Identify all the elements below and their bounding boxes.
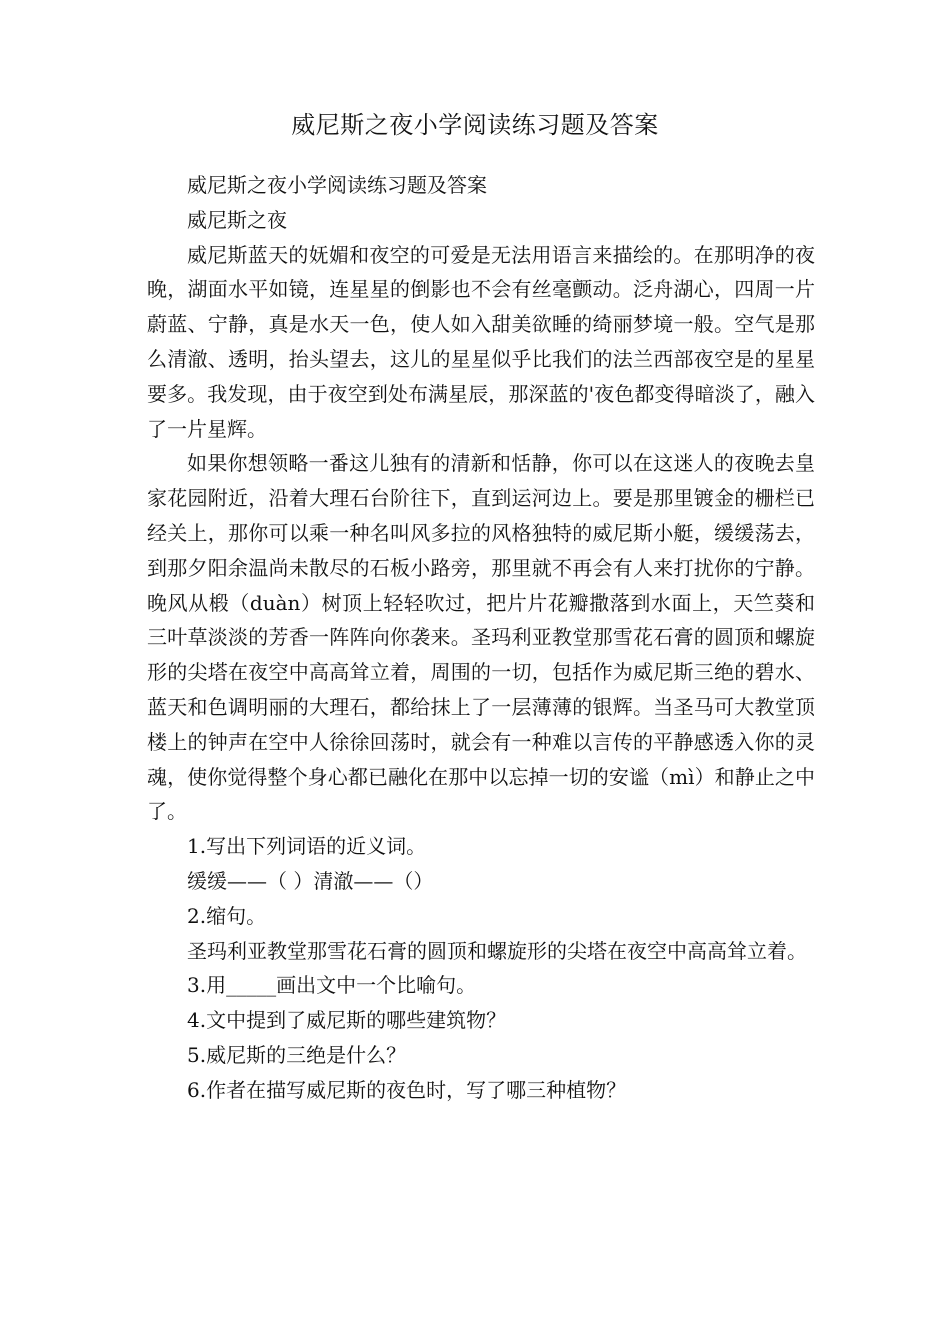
- document-body: [147, 168, 815, 1108]
- paragraph-1: 威尼斯蓝天的妩媚和夜空的可爱是无法用语言来描绘的。在那明净的夜晚，湖面水平如镜，连星星的倒影也不会有丝毫颤动。泛舟湖心，四周一片蔚蓝、宁静，真是水天一色，使人如入甜美欲睡的绮丽梦境一般。空气是那么清澈、透明，抬头望去，这儿的星星似乎比我们的法兰西部夜空是的星星要多。我发现，由于夜空到处布满星辰，那深蓝的'夜色都变得暗淡了，融入了一片星辉。: [147, 242, 815, 441]
- subtitle: 威尼斯之夜小学阅读练习题及答案: [187, 173, 487, 197]
- paragraph-2: 如果你想领略一番这儿独有的清新和恬静，你可以在这迷人的夜晚去皇家花园附近，沿着大理石台阶往下，直到运河边上。要是那里镀金的栅栏已经关上，那你可以乘一种名叫风多拉的风格独特的威尼斯小艇，缓缓荡去，到那夕阳余温尚未散尽的石板小路旁，那里就不再会有人来打扰你的宁静。晚风从椴（duàn）树顶上轻轻吹过，把片片花瓣撒落到水面上，天竺葵和三叶草淡淡的芳香一阵阵向你袭来。圣玛利亚教堂那雪花石膏的圆顶和螺旋形的尖塔在夜空中高高耸立着，周围的一切，包括作为威尼斯三绝的碧水、蓝天和色调明丽的大理石，都给抹上了一层薄薄的银辉。当圣马可大教堂顶楼上的钟声在空中人徐徐回荡时，就会有一种难以言传的平静感透入你的灵魂，使你觉得整个身心都已融化在那中以忘掉一切的安谧（mì）和静止之中了。: [147, 451, 815, 824]
- page-title: 威尼斯之夜小学阅读练习题及答案: [291, 111, 659, 139]
- question-2: 2.缩句。: [187, 903, 267, 928]
- question-5: 5.威尼斯的三绝是什么？: [187, 1042, 407, 1067]
- question-1-blanks: 缓缓——（ ）清澈——（）: [187, 868, 434, 893]
- question-6: 6.作者在描写威尼斯的夜色时，写了哪三种植物？: [187, 1077, 627, 1102]
- question-3: 3.用_____画出文中一个比喻句。: [187, 973, 477, 998]
- question-1: 1.写出下列词语的近义词。: [187, 834, 427, 859]
- passage-title: 威尼斯之夜: [187, 207, 287, 232]
- question-4: 4.文中提到了威尼斯的哪些建筑物？: [187, 1008, 507, 1033]
- question-2-sentence: 圣玛利亚教堂那雪花石膏的圆顶和螺旋形的尖塔在夜空中高高耸立着。: [187, 938, 807, 963]
